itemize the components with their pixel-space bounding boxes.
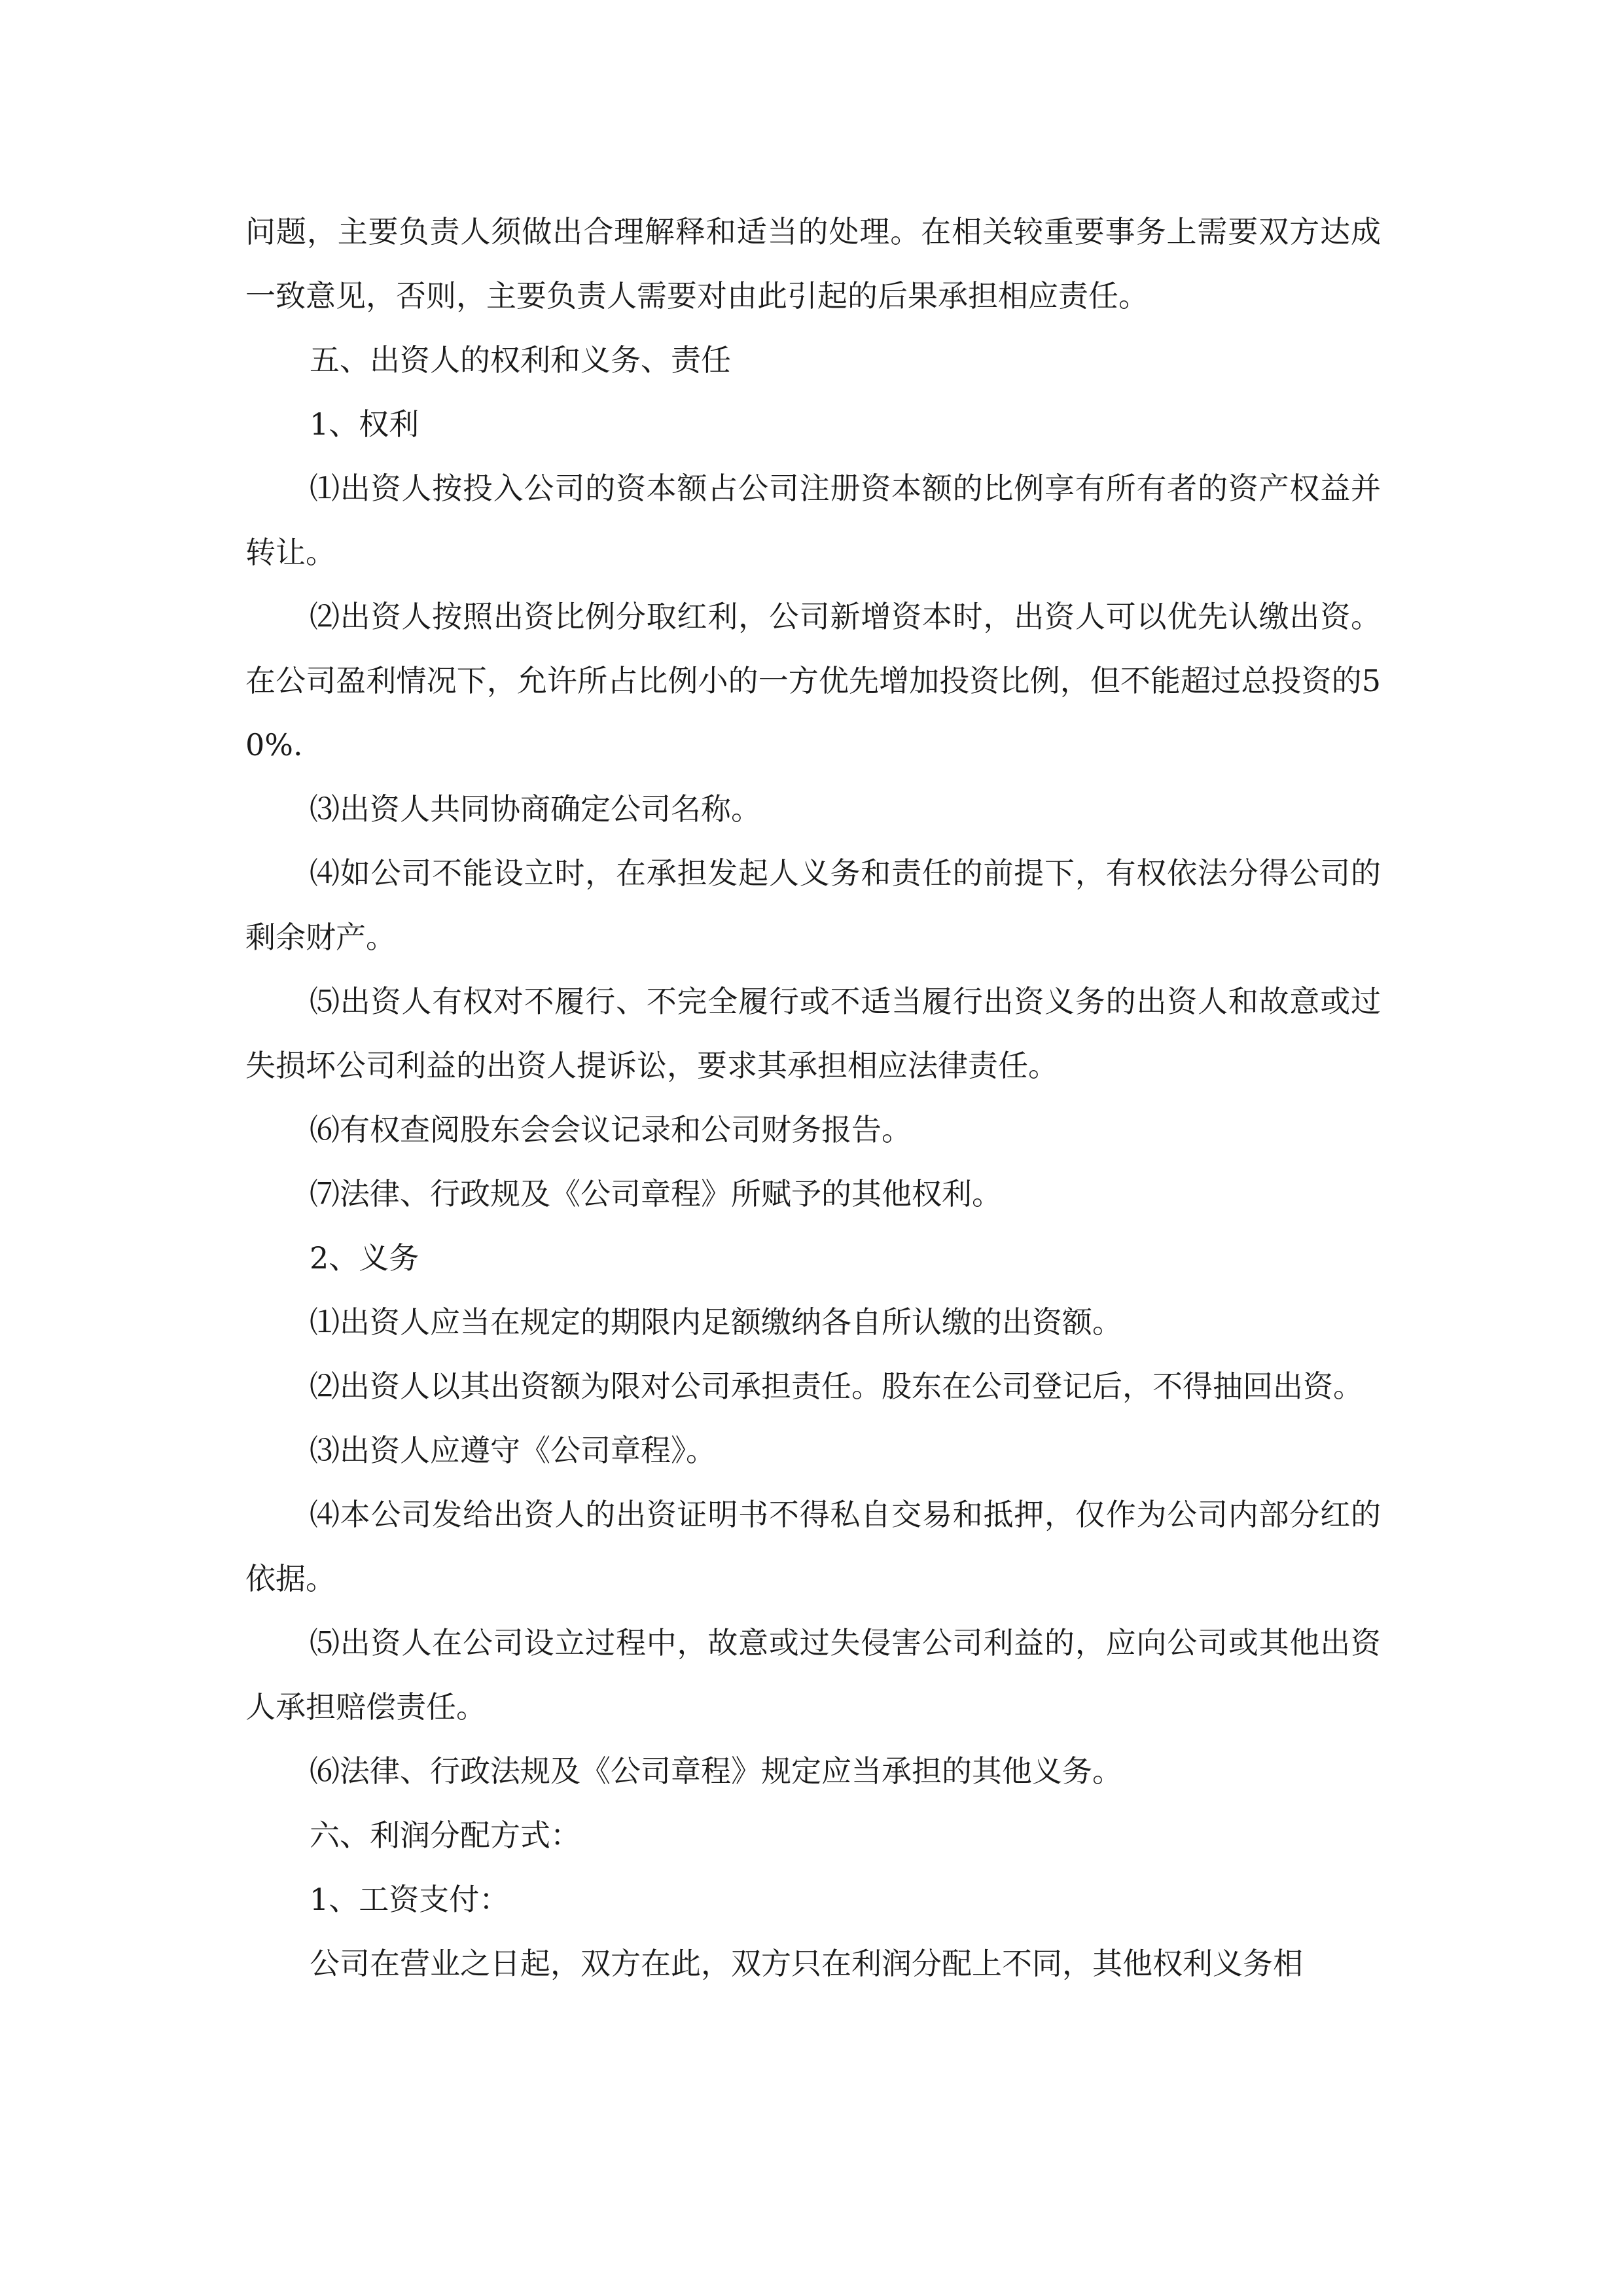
- document-body: [245, 200, 1381, 1996]
- section-heading-5: 五、出资人的权利和义务、责任: [310, 342, 731, 378]
- rights-item-4: ⑷如公司不能设立时，在承担发起人义务和责任的前提下，有权依法分得公司的剩余财产。: [245, 855, 1381, 955]
- obligations-item-2: ⑵出资人以其出资额为限对公司承担责任。股东在公司登记后，不得抽回出资。: [310, 1369, 1363, 1404]
- rights-item-7: ⑺法律、行政规及《公司章程》所赋予的其他权利。: [310, 1176, 1002, 1211]
- obligations-item-1: ⑴出资人应当在规定的期限内足额缴纳各自所认缴的出资额。: [310, 1304, 1122, 1340]
- section-heading-6: 六、利润分配方式：: [310, 1818, 580, 1853]
- rights-item-1: ⑴出资人按投入公司的资本额占公司注册资本额的比例享有所有者的资产权益并转让。: [245, 471, 1381, 570]
- obligations-item-6: ⑹法律、行政法规及《公司章程》规定应当承担的其他义务。: [310, 1753, 1122, 1789]
- rights-item-3: ⑶出资人共同协商确定公司名称。: [310, 791, 761, 827]
- obligations-item-4: ⑷本公司发给出资人的出资证明书不得私自交易和抵押，仅作为公司内部分红的依据。: [245, 1497, 1381, 1596]
- rights-item-2: ⑵出资人按照出资比例分取红利，公司新增资本时，出资人可以优先认缴出资。在公司盈利情况下，允许所占比例小的一方优先增加投资比例，但不能超过总投资的50%.: [245, 599, 1381, 762]
- paragraph-1: 问题，主要负责人须做出合理解释和适当的处理。在相关较重要事务上需要双方达成一致意见，否则，主要负责人需要对由此引起的后果承担相应责任。: [245, 214, 1381, 314]
- rights-item-5: ⑸出资人有权对不履行、不完全履行或不适当履行出资义务的出资人和故意或过失损坏公司利益的出资人提诉讼，要求其承担相应法律责任。: [245, 984, 1381, 1083]
- obligations-item-3: ⑶出资人应遵守《公司章程》。: [310, 1433, 716, 1468]
- paragraph-last: 公司在营业之日起，双方在此，双方只在利润分配上不同，其他权利义务相: [310, 1946, 1303, 1981]
- rights-item-6: ⑹有权查阅股东会会议记录和公司财务报告。: [310, 1112, 912, 1147]
- subheading-salary: 1、工资支付：: [310, 1882, 510, 1917]
- subheading-obligations: 2、义务: [310, 1240, 419, 1276]
- obligations-item-5: ⑸出资人在公司设立过程中，故意或过失侵害公司利益的，应向公司或其他出资人承担赔偿责任。: [245, 1625, 1381, 1725]
- subheading-rights: 1、权利: [310, 406, 419, 442]
